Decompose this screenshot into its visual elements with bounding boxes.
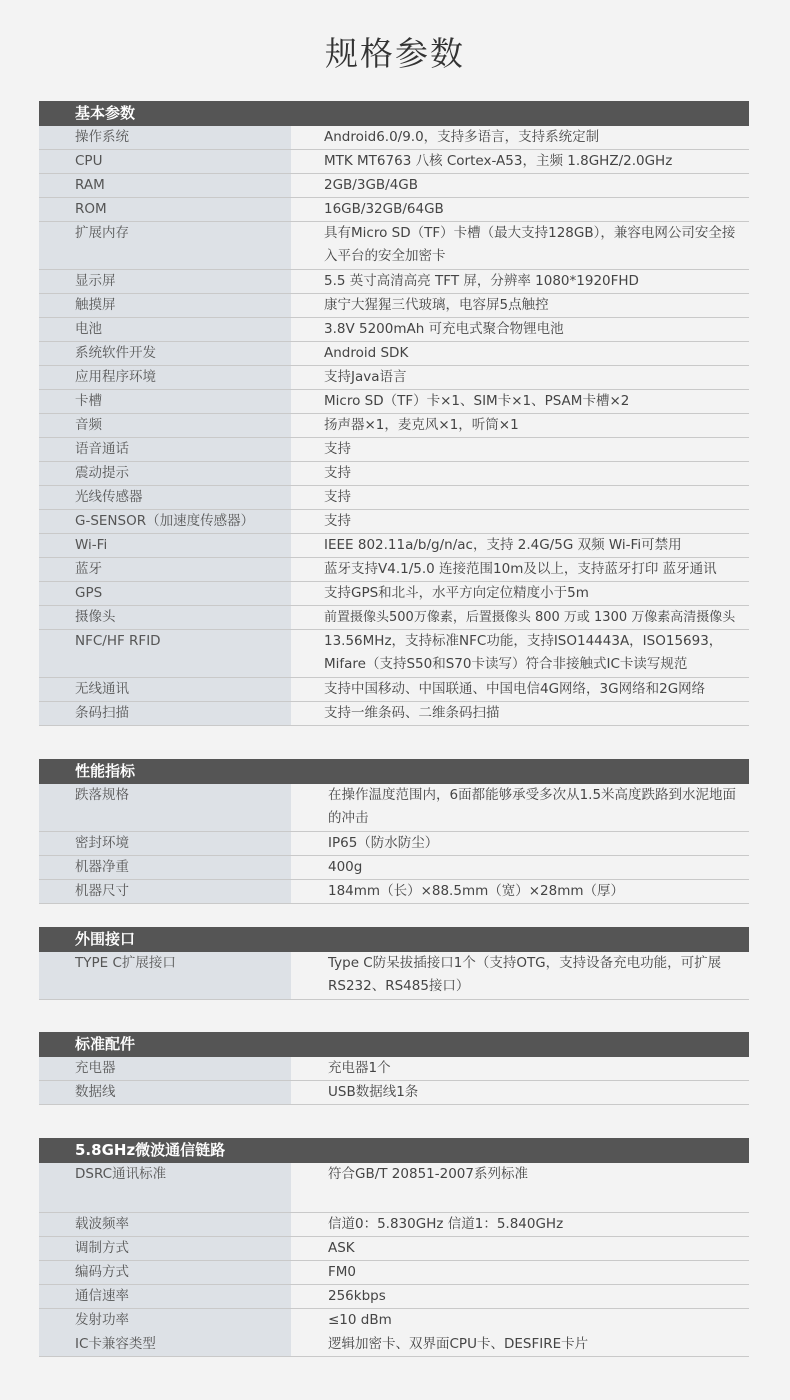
table-row (39, 222, 749, 270)
row-label: DSRC通讯标准 (39, 1163, 291, 1212)
table-row (39, 486, 749, 510)
section-basic-params (39, 101, 749, 726)
table-row (39, 1237, 749, 1261)
section-header: 标准配件 (39, 1032, 749, 1057)
row-value: 3.8V 5200mAh 可充电式聚合物锂电池 (291, 318, 749, 341)
row-label: 触摸屏 (39, 294, 291, 317)
section-header: 5.8GHz微波通信链路 (39, 1138, 749, 1163)
row-value: 扬声器×1，麦克风×1，听筒×1 (291, 414, 749, 437)
table-row (39, 510, 749, 534)
table-row (39, 1333, 749, 1357)
row-value: 前置摄像头500万像素，后置摄像头 800 万或 1300 万像素高清摄像头 (291, 606, 749, 629)
row-value: 支持中国移动、中国联通、中国电信4G网络，3G网络和2G网络 (291, 678, 749, 701)
row-label: 发射功率 (39, 1309, 291, 1333)
row-label: 通信速率 (39, 1285, 291, 1308)
table-row (39, 414, 749, 438)
row-value: 蓝牙支持V4.1/5.0 连接范围10m及以上，支持蓝牙打印 蓝牙通讯 (291, 558, 749, 581)
row-label: 音频 (39, 414, 291, 437)
row-label: 摄像头 (39, 606, 291, 629)
row-label: RAM (39, 174, 291, 197)
table-row (39, 952, 749, 1000)
row-value: 400g (291, 856, 749, 879)
row-value: 支持 (291, 510, 749, 533)
row-label: Wi-Fi (39, 534, 291, 557)
row-value: 支持Java语言 (291, 366, 749, 389)
section-header: 外围接口 (39, 927, 749, 952)
table-row (39, 318, 749, 342)
row-value: IP65（防水防尘） (291, 832, 749, 855)
row-value: 5.5 英寸高清高亮 TFT 屏，分辨率 1080*1920FHD (291, 270, 749, 293)
row-label: ROM (39, 198, 291, 221)
row-label: 编码方式 (39, 1261, 291, 1284)
row-value: Type C防呆拔插接口1个（支持OTG，支持设备充电功能，可扩展RS232、RS485接口） (291, 952, 749, 999)
row-value: 具有Micro SD（TF）卡槽（最大支持128GB），兼容电网公司安全接入平台的安全加密卡 (291, 222, 749, 269)
table-row (39, 198, 749, 222)
row-label: 机器尺寸 (39, 880, 291, 903)
row-value: 符合GB/T 20851-2007系列标准 (291, 1163, 749, 1212)
table-row (39, 678, 749, 702)
row-value: 2GB/3GB/4GB (291, 174, 749, 197)
row-label: 光线传感器 (39, 486, 291, 509)
table-row (39, 856, 749, 880)
row-value: 充电器1个 (291, 1057, 749, 1080)
row-value: Android SDK (291, 342, 749, 365)
row-value: 支持 (291, 438, 749, 461)
row-value: ASK (291, 1237, 749, 1260)
table-row (39, 342, 749, 366)
table-row (39, 832, 749, 856)
row-value: 在操作温度范围内，6面都能够承受多次从1.5米高度跌路到水泥地面的冲击 (291, 784, 749, 831)
table-row (39, 784, 749, 832)
row-label: 震动提示 (39, 462, 291, 485)
row-value: 13.56MHz，支持标准NFC功能，支持ISO14443A，ISO15693，Mifare（支持S50和S70卡读写）符合非接触式IC卡读写规范 (291, 630, 749, 677)
row-label: 应用程序环境 (39, 366, 291, 389)
row-label: 扩展内存 (39, 222, 291, 269)
row-label: 跌落规格 (39, 784, 291, 831)
row-label: 充电器 (39, 1057, 291, 1080)
table-row (39, 1057, 749, 1081)
table-row (39, 630, 749, 678)
table-row (39, 558, 749, 582)
table-row (39, 390, 749, 414)
table-row (39, 438, 749, 462)
section-header: 基本参数 (39, 101, 749, 126)
row-label: 系统软件开发 (39, 342, 291, 365)
table-row (39, 1285, 749, 1309)
table-row (39, 462, 749, 486)
table-row (39, 270, 749, 294)
row-label: 条码扫描 (39, 702, 291, 725)
row-label: 卡槽 (39, 390, 291, 413)
row-label: 操作系统 (39, 126, 291, 149)
row-label: 数据线 (39, 1081, 291, 1104)
table-row (39, 126, 749, 150)
row-label: CPU (39, 150, 291, 173)
table-row (39, 1163, 749, 1213)
table-row (39, 174, 749, 198)
row-label: 蓝牙 (39, 558, 291, 581)
row-value: 支持 (291, 462, 749, 485)
row-label: 无线通讯 (39, 678, 291, 701)
row-value: 信道0：5.830GHz 信道1：5.840GHz (291, 1213, 749, 1236)
row-label: 机器净重 (39, 856, 291, 879)
table-row (39, 534, 749, 558)
row-label: 调制方式 (39, 1237, 291, 1260)
row-value: FM0 (291, 1261, 749, 1284)
row-value: Micro SD（TF）卡×1、SIM卡×1、PSAM卡槽×2 (291, 390, 749, 413)
row-label: IC卡兼容类型 (39, 1333, 291, 1356)
table-row (39, 1213, 749, 1237)
section-microwave-link (39, 1138, 749, 1357)
row-label: NFC/HF RFID (39, 630, 291, 677)
row-label: 载波频率 (39, 1213, 291, 1236)
section-interfaces (39, 927, 749, 1000)
row-value: USB数据线1条 (291, 1081, 749, 1104)
row-label: 电池 (39, 318, 291, 341)
page-title: 规格参数 (325, 34, 465, 73)
row-value: Android6.0/9.0，支持多语言，支持系统定制 (291, 126, 749, 149)
section-performance (39, 759, 749, 904)
row-label: GPS (39, 582, 291, 605)
section-header: 性能指标 (39, 759, 749, 784)
row-value: 256kbps (291, 1285, 749, 1308)
row-value: IEEE 802.11a/b/g/n/ac，支持 2.4G/5G 双频 Wi-Fi可禁用 (291, 534, 749, 557)
row-value: 逻辑加密卡、双界面CPU卡、DESFIRE卡片 (291, 1333, 749, 1356)
table-row (39, 1309, 749, 1333)
table-row (39, 1081, 749, 1105)
row-value: 支持GPS和北斗，水平方向定位精度小于5m (291, 582, 749, 605)
table-row (39, 294, 749, 318)
row-label: 密封环境 (39, 832, 291, 855)
row-value: 184mm（长）×88.5mm（宽）×28mm（厚） (291, 880, 749, 903)
row-label: 语音通话 (39, 438, 291, 461)
row-value: 支持 (291, 486, 749, 509)
table-row (39, 1261, 749, 1285)
row-label: TYPE C扩展接口 (39, 952, 291, 999)
table-row (39, 582, 749, 606)
row-value: 支持一维条码、二维条码扫描 (291, 702, 749, 725)
table-row (39, 150, 749, 174)
table-row (39, 702, 749, 726)
row-value: 康宁大猩猩三代玻璃，电容屏5点触控 (291, 294, 749, 317)
row-value: MTK MT6763 八核 Cortex-A53，主频 1.8GHZ/2.0GHz (291, 150, 749, 173)
row-label: 显示屏 (39, 270, 291, 293)
row-label: G-SENSOR（加速度传感器） (39, 510, 291, 533)
table-row (39, 606, 749, 630)
row-value: ≤10 dBm (291, 1309, 749, 1333)
table-row (39, 880, 749, 904)
section-accessories (39, 1032, 749, 1105)
table-row (39, 366, 749, 390)
row-value: 16GB/32GB/64GB (291, 198, 749, 221)
